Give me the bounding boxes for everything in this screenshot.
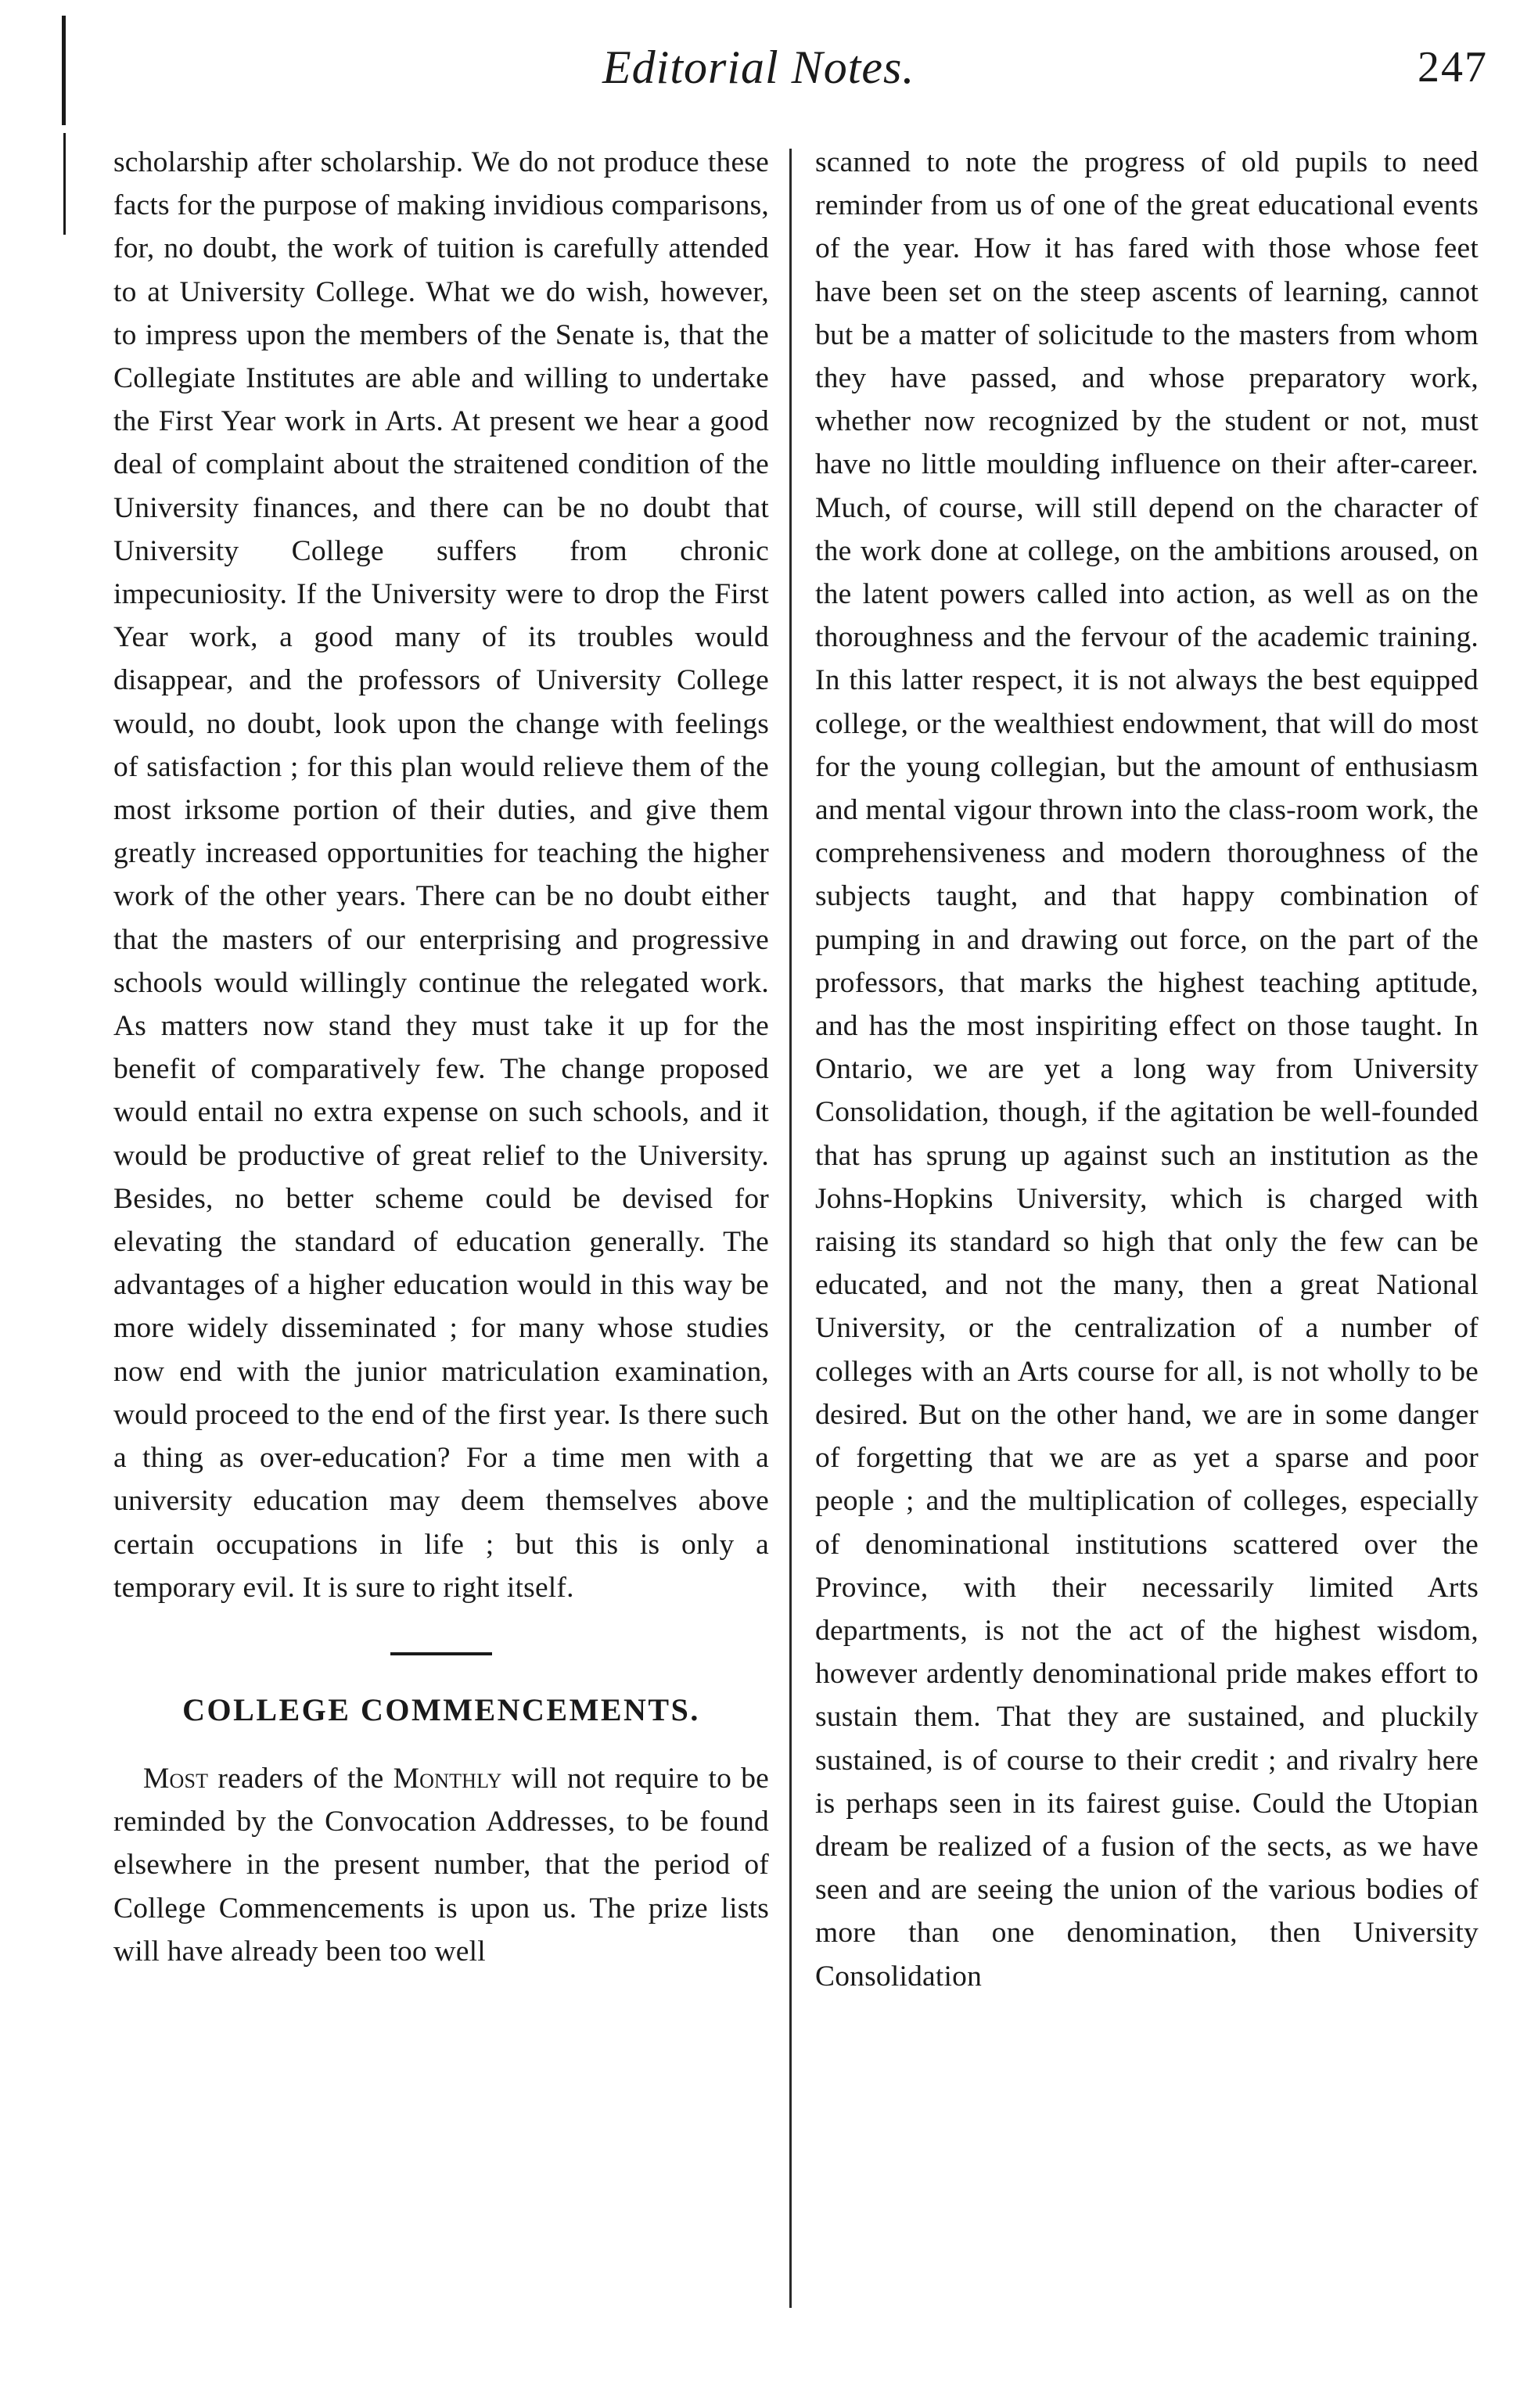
margin-rule-lower xyxy=(63,133,66,235)
right-column xyxy=(815,141,1479,1998)
page-number: 247 xyxy=(1418,43,1488,92)
paragraph-text-a: readers of the xyxy=(208,1762,393,1795)
left-paragraph-continued: scholarship after scholarship. We do not produce these facts for the purpose of making invidious comparisons, for, no doubt, the work of tuition is carefully attended to at University College. What we do wish, however, to impress upon the members of the Senate is, that the Collegiate Institutes are able and willing to undertake the First Year work in Arts. At present we hear a good deal of complaint about the straitened condition of the University finances, and there can be no doubt that University College suffers from chronic impecuniosity. If the University were to drop the First Year work, a good many of its troubles would disappear, and the professors of University College would, no doubt, look upon the change with feelings of satisfaction ; for this plan would relieve them of the most irksome portion of their duties, and give them greatly increased opportunities for teaching the higher work of the other years. There can be no doubt either that the masters of our enterprising and progressive schools would willingly continue the relegated work. As matters now stand they must take it up for the benefit of comparatively few. The change proposed would entail no extra expense on such schools, and it would be productive of great relief to the University. Besides, no better scheme could be devised for elevating the standard of education generally. The advantages of a higher education would in this way be more widely disseminated ; for many whose studies now end with the junior matriculation examination, would proceed to the end of the first year. Is there such a thing as over-education? For a time men with a university education may deem themselves above certain occupations in life ; but this is only a temporary evil. It is sure to right itself. xyxy=(113,146,769,1604)
running-title: Editorial Notes. xyxy=(602,41,915,93)
right-paragraph-continued: scanned to note the progress of old pupils to need reminder from us of one of the great educational events of the year. How it has fared with those whose feet have been set on the steep ascents of learning, cannot but be a matter of solicitude to the masters from whom they have passed, and whose preparatory work, whether now recognized by the student or not, must have no little moulding influence on their after-career. Much, of course, will still depend on the character of the work done at college, on the ambitions aroused, on the latent powers called into action, as well as on the thoroughness and the fervour of the academic training. In this latter respect, it is not always the best equipped college, or the wealthiest endowment, that will do most for the young collegian, but the amount of enthusiasm and mental vigour thrown into the class-room work, the comprehensiveness and modern thoroughness of the subjects taught, and that happy combination of pumping in and drawing out force, on the part of the professors, that marks the highest teaching aptitude, and has the most inspiriting effect on those taught. In Ontario, we are yet a long way from University Consolidation, though, if the agitation be well-founded that has sprung up against such an institution as the Johns-Hopkins University, which is charged with raising its standard so high that only the few can be educated, and not the many, then a great National University, or the centralization of a number of colleges with an Arts course for all, is not wholly to be desired. But on the other hand, we are in some danger of forgetting that we are as yet a sparse and poor people ; and the multiplication of colleges, especially of denominational institutions scattered over the Province, with their necessarily limited Arts departments, is not the act of the highest wisdom, however ardently denominational pride makes effort to sustain them. That they are sustained, and pluckily sustained, is of course to their credit ; and rivalry here is perhaps seen in its fairest guise. Could the Utopian dream be realized of a fusion of the sects, as we have seen and are seeing the union of the various bodies of more than one denomination, then University Consolidation xyxy=(815,146,1479,1993)
lead-word: Most xyxy=(143,1762,209,1795)
monthly-name: Monthly xyxy=(393,1762,502,1795)
left-column xyxy=(113,141,769,1973)
column-divider xyxy=(789,149,792,2308)
section-heading: COLLEGE COMMENCEMENTS. xyxy=(182,1691,700,1727)
section-divider-rule xyxy=(390,1652,492,1655)
paragraph-text-b: will not require to be reminded by the Convocation Addresses, to be found elsewhere in the present number, that the period of College Commencements is upon us. The prize lists will have already been too well xyxy=(113,1762,769,1968)
running-head xyxy=(0,41,1538,111)
left-paragraph-commencements xyxy=(113,1757,769,1973)
